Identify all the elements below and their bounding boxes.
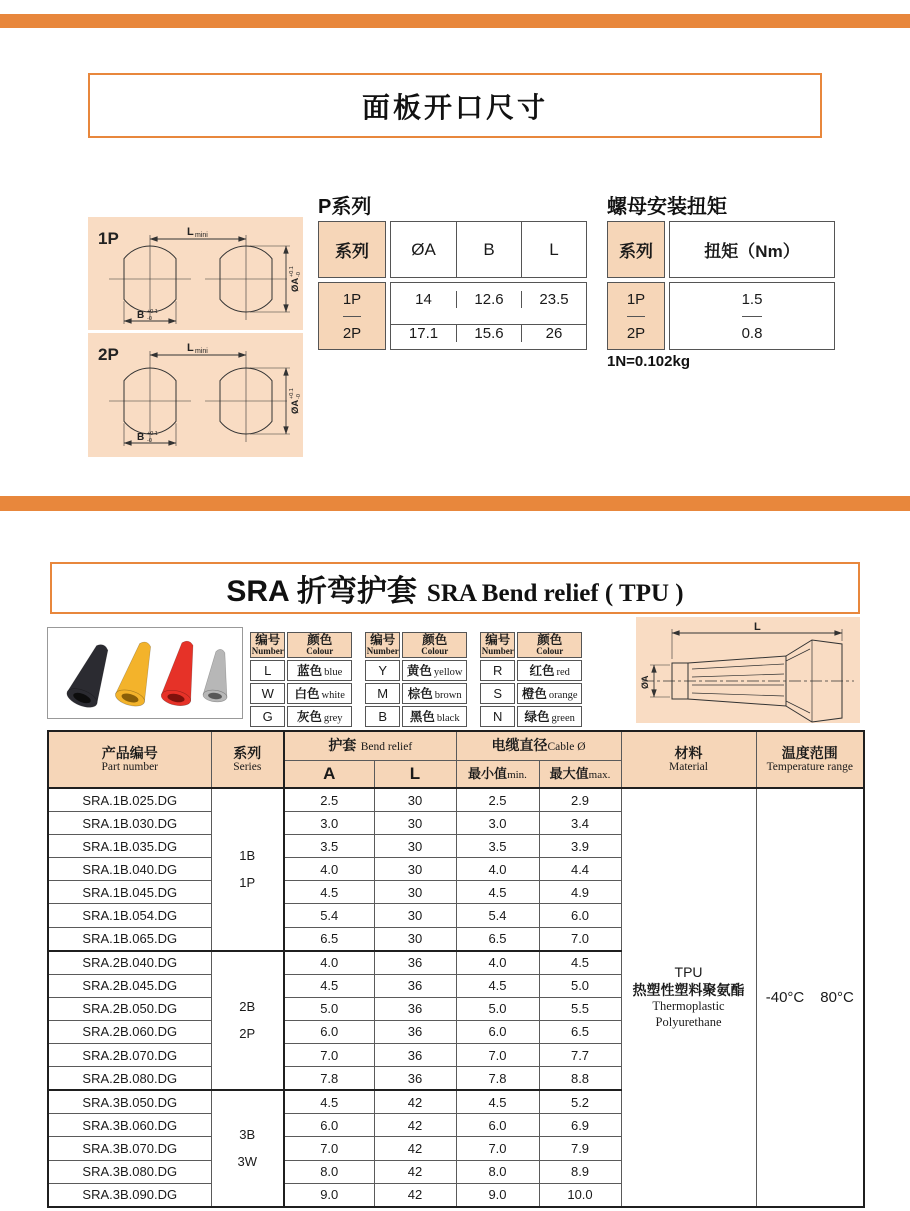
row-label: 2P (343, 316, 361, 349)
temperature-cell: -40°C 80°C (756, 788, 864, 1207)
colour-name: 黄色 yellow (402, 660, 467, 681)
value-cell: 3.5 (456, 835, 539, 858)
header-cell: B (456, 222, 521, 277)
panel-drawing-svg (88, 333, 303, 457)
part-number-cell: SRA.2B.045.DG (48, 974, 211, 997)
colour-name: 红色 red (517, 660, 582, 681)
value-cell: 4.0 (456, 951, 539, 975)
colour-name: 绿色 green (517, 706, 582, 727)
svg-text:+0.1: +0.1 (289, 388, 295, 399)
table-row (48, 788, 864, 812)
torque-header-value (669, 221, 835, 278)
value-cell: 6.5 (539, 1020, 621, 1043)
colour-code: Y (365, 660, 400, 681)
colour-code-table-2 (363, 630, 469, 729)
colour-code: S (480, 683, 515, 704)
svg-text:-0: -0 (147, 438, 152, 444)
colour-code: W (250, 683, 285, 704)
header-cell: ØA (411, 239, 436, 259)
value-cell: 42 (374, 1137, 456, 1160)
value-cell: 15.6 (456, 324, 521, 342)
relief-drawing-svg (636, 617, 860, 723)
colour-name: 棕色 brown (402, 683, 467, 704)
colour-header: 颜色 Colour (517, 632, 582, 658)
colour-header: 颜色 Colour (402, 632, 467, 658)
drawing-label: 2P (98, 345, 119, 364)
value-cell: 30 (374, 927, 456, 951)
header-label: 系列 (619, 242, 653, 261)
code-header: 编号 Number (365, 632, 400, 658)
svg-text:-0: -0 (296, 272, 302, 277)
torque-label: 螺母安装扭矩 (607, 196, 727, 218)
dim-b-label: B (137, 310, 145, 321)
colour-code: L (250, 660, 285, 681)
drawing-label: 1P (98, 229, 119, 248)
part-number-cell: SRA.1B.035.DG (48, 835, 211, 858)
value-cell: 5.5 (539, 997, 621, 1020)
value-cell: 3.5 (284, 835, 374, 858)
header-cell: L (521, 222, 586, 277)
colour-code: G (250, 706, 285, 727)
value-cell: 4.5 (456, 1090, 539, 1114)
panel-section-title-box (88, 73, 822, 138)
torque-row-labels (607, 282, 665, 350)
sra-catalog-table (47, 730, 865, 1208)
value-cell: 6.5 (456, 927, 539, 951)
torque-table (607, 221, 835, 350)
part-number-cell: SRA.2B.050.DG (48, 997, 211, 1020)
value-cell: 42 (374, 1090, 456, 1114)
value-cell: 3.0 (284, 812, 374, 835)
panel-cutout-drawing-2p (88, 333, 303, 457)
value-cell: 6.5 (284, 927, 374, 951)
dim-l-sub: mini (195, 348, 208, 355)
colour-code: R (480, 660, 515, 681)
colour-code: N (480, 706, 515, 727)
value-cell: 14 (415, 291, 432, 308)
value-cell: 30 (374, 788, 456, 812)
svg-text:+0.1: +0.1 (147, 309, 158, 315)
value-cell: 2.5 (456, 788, 539, 812)
torque-header-series (607, 221, 665, 278)
series-cell: 2B 2P (211, 951, 284, 1091)
value-cell: 4.0 (284, 858, 374, 881)
value-cell: 36 (374, 951, 456, 975)
part-number-cell: SRA.3B.070.DG (48, 1137, 211, 1160)
part-number-cell: SRA.3B.090.DG (48, 1183, 211, 1207)
value-cell: 4.9 (539, 881, 621, 904)
value-cell: 6.0 (284, 1020, 374, 1043)
value-cell: 5.0 (284, 997, 374, 1020)
value-cell: 6.0 (539, 904, 621, 927)
header-min: 最小值min. (456, 761, 539, 789)
code-header: 编号 Number (250, 632, 285, 658)
value-cell: 26 (521, 324, 586, 342)
part-number-cell: SRA.2B.080.DG (48, 1067, 211, 1091)
colour-header: 颜色 Colour (287, 632, 352, 658)
header-max: 最大值max. (539, 761, 621, 789)
colour-code: B (365, 706, 400, 727)
value-cell: 4.5 (284, 1090, 374, 1114)
dim-l-sub: mini (195, 232, 208, 239)
value-cell: 7.8 (456, 1067, 539, 1091)
value-cell: 8.0 (456, 1160, 539, 1183)
part-number-cell: SRA.2B.060.DG (48, 1020, 211, 1043)
value-cell: 30 (374, 904, 456, 927)
svg-text:-0: -0 (296, 394, 302, 399)
row-label: 1P (342, 291, 362, 308)
svg-text:-0: -0 (147, 316, 152, 322)
value-cell: 8.9 (539, 1160, 621, 1183)
sra-title-cn: SRA 折弯护套 (226, 575, 417, 608)
header-part-number: 产品编号 Part number (48, 731, 211, 788)
part-number-cell: SRA.1B.025.DG (48, 788, 211, 812)
colour-code: M (365, 683, 400, 704)
part-number-cell: SRA.2B.070.DG (48, 1044, 211, 1067)
value-cell: 3.4 (539, 812, 621, 835)
header-bend-relief: 护套 Bend relief (284, 731, 456, 761)
bend-relief-drawing (636, 617, 860, 723)
value-cell: 12.6 (456, 291, 521, 308)
value-cell: 5.4 (284, 904, 374, 927)
value-cell: 2.5 (284, 788, 374, 812)
colour-name: 蓝色 blue (287, 660, 352, 681)
value-cell: 7.0 (456, 1137, 539, 1160)
svg-text:+0.1: +0.1 (289, 266, 295, 277)
dim-l-label: L (187, 342, 194, 354)
value-cell: 7.0 (456, 1044, 539, 1067)
value-cell: 30 (374, 858, 456, 881)
photo-svg (48, 628, 240, 716)
value-cell: 30 (374, 881, 456, 904)
value-cell: 42 (374, 1160, 456, 1183)
value-cell: 6.9 (539, 1114, 621, 1137)
value-cell: 5.4 (456, 904, 539, 927)
dim-a-label: ØA (290, 277, 301, 292)
svg-text:+0.1: +0.1 (147, 431, 158, 437)
part-number-cell: SRA.3B.060.DG (48, 1114, 211, 1137)
p-values (390, 282, 587, 350)
colour-name: 黑色 black (402, 706, 467, 727)
value-cell: 7.9 (539, 1137, 621, 1160)
header-col-l: L (374, 761, 456, 789)
colour-name: 橙色 orange (517, 683, 582, 704)
torque-note: 1N=0.102kg (607, 353, 690, 370)
panel-drawing-svg (88, 217, 303, 330)
value-cell: 7.8 (284, 1067, 374, 1091)
value-cell: 17.1 (391, 324, 456, 342)
value-cell: 5.2 (539, 1090, 621, 1114)
top-accent-bar (0, 14, 910, 28)
dim-a-label: ØA (640, 675, 650, 689)
panel-section-title: 面板开口尺寸 (361, 91, 548, 123)
colour-name: 白色 white (287, 683, 352, 704)
value-cell: 23.5 (521, 291, 586, 308)
value-cell: 36 (374, 974, 456, 997)
p-row-labels (318, 282, 386, 350)
header-col-a: A (284, 761, 374, 789)
value-cell: 4.5 (539, 951, 621, 975)
value-cell: 1.5 (741, 291, 763, 308)
value-cell: 36 (374, 1067, 456, 1091)
value-cell: 10.0 (539, 1183, 621, 1207)
value-cell: 3.9 (539, 835, 621, 858)
value-cell: 36 (374, 1020, 456, 1043)
p-header-cols (390, 221, 587, 278)
value-cell: 5.0 (456, 997, 539, 1020)
part-number-cell: SRA.1B.054.DG (48, 904, 211, 927)
part-number-cell: SRA.1B.065.DG (48, 927, 211, 951)
value-cell: 6.0 (456, 1114, 539, 1137)
sra-title-en: SRA Bend relief ( TPU ) (426, 580, 684, 607)
value-cell: 30 (374, 812, 456, 835)
value-cell: 0.8 (742, 316, 763, 349)
header-label: 扭矩（Nm） (704, 242, 800, 261)
value-cell: 4.5 (456, 974, 539, 997)
value-cell: 9.0 (284, 1183, 374, 1207)
value-cell: 8.0 (284, 1160, 374, 1183)
row-label: 2P (627, 316, 645, 349)
value-cell: 7.0 (539, 927, 621, 951)
colour-code-table-1 (248, 630, 354, 729)
value-cell: 2.9 (539, 788, 621, 812)
series-cell: 1B 1P (211, 788, 284, 951)
series-cell: 3B 3W (211, 1090, 284, 1206)
header-cable-dia: 电缆直径Cable Ø (456, 731, 621, 761)
header-label: 系列 (335, 242, 369, 261)
value-cell: 7.0 (284, 1137, 374, 1160)
part-number-cell: SRA.1B.030.DG (48, 812, 211, 835)
bend-relief-photo (47, 627, 243, 719)
part-number-cell: SRA.3B.080.DG (48, 1160, 211, 1183)
dim-l-label: L (754, 621, 761, 633)
value-cell: 6.0 (284, 1114, 374, 1137)
header-series: 系列 Series (211, 731, 284, 788)
value-cell: 4.4 (539, 858, 621, 881)
value-cell: 4.5 (284, 974, 374, 997)
part-number-cell: SRA.1B.040.DG (48, 858, 211, 881)
code-header: 编号 Number (480, 632, 515, 658)
sra-section-title-box (50, 562, 860, 614)
part-number-cell: SRA.1B.045.DG (48, 881, 211, 904)
value-cell: 7.0 (284, 1044, 374, 1067)
panel-cutout-drawing-1p (88, 217, 303, 330)
row-label: 1P (626, 291, 646, 308)
divider-accent-bar (0, 496, 910, 511)
part-number-cell: SRA.2B.040.DG (48, 951, 211, 975)
value-cell: 36 (374, 997, 456, 1020)
dim-a-label: ØA (290, 399, 301, 414)
value-cell: 42 (374, 1183, 456, 1207)
colour-name: 灰色 grey (287, 706, 352, 727)
value-cell: 4.5 (284, 881, 374, 904)
p-header-series (318, 221, 386, 278)
value-cell: 7.7 (539, 1044, 621, 1067)
value-cell: 5.0 (539, 974, 621, 997)
part-number-cell: SRA.3B.050.DG (48, 1090, 211, 1114)
colour-code-table-3 (478, 630, 584, 729)
value-cell: 36 (374, 1044, 456, 1067)
header-material: 材料 Material (621, 731, 756, 788)
value-cell: 3.0 (456, 812, 539, 835)
header-temp-range: 温度范围 Temperature range (756, 731, 864, 788)
value-cell: 4.0 (456, 858, 539, 881)
dim-b-label: B (137, 432, 145, 443)
value-cell: 9.0 (456, 1183, 539, 1207)
value-cell: 6.0 (456, 1020, 539, 1043)
torque-values (669, 282, 835, 350)
material-cell: TPU 热塑性塑料聚氨酯 Thermoplastic Polyurethane (621, 788, 756, 1207)
value-cell: 42 (374, 1114, 456, 1137)
p-series-label: P系列 (318, 196, 372, 218)
value-cell: 8.8 (539, 1067, 621, 1091)
p-series-table (318, 221, 587, 350)
dim-l-label: L (187, 226, 194, 238)
value-cell: 30 (374, 835, 456, 858)
value-cell: 4.0 (284, 951, 374, 975)
value-cell: 4.5 (456, 881, 539, 904)
